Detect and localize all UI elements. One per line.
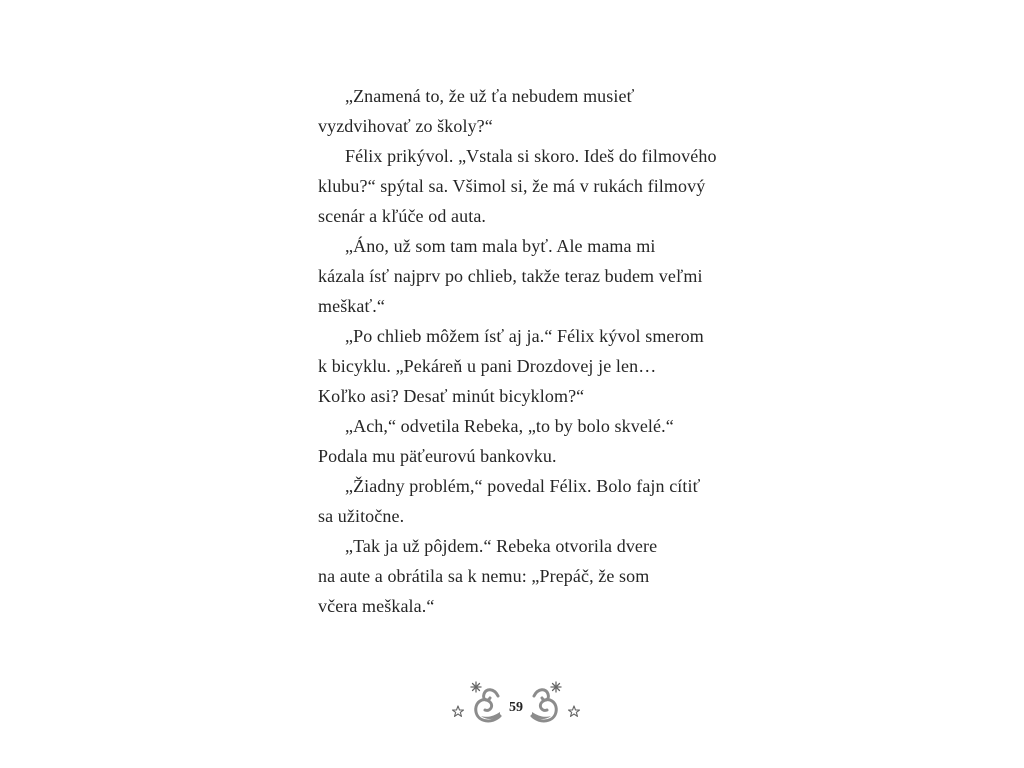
text-line: „Znamená to, že už ťa nebudem musieť xyxy=(345,86,635,106)
text-line: klubu?“ spýtal sa. Všimol si, že má v rukách filmový xyxy=(318,176,706,196)
text-line: scenár a kľúče od auta. xyxy=(318,206,487,226)
text-line: „Tak ja už pôjdem.“ Rebeka otvorila dvere xyxy=(345,536,658,556)
text-line: včera meškala.“ xyxy=(318,596,435,616)
text-line: „Žiadny problém,“ povedal Félix. Bolo fajn cítiť xyxy=(345,476,701,496)
text-line: „Ach,“ odvetila Rebeka, „to by bolo skvelé.“ xyxy=(345,416,674,436)
text-line: „Po chlieb môžem ísť aj ja.“ Félix kývol smerom xyxy=(345,326,704,346)
page-folio xyxy=(448,676,584,732)
text-line: sa užitočne. xyxy=(318,506,405,526)
text-line: kázala ísť najprv po chlieb, takže teraz budem veľmi xyxy=(318,266,703,286)
text-line: meškať.“ xyxy=(318,296,385,316)
text-line: Félix prikývol. „Vstala si skoro. Ideš do filmového xyxy=(345,146,717,166)
text-line: k bicyklu. „Pekáreň u pani Drozdovej je len… xyxy=(318,356,657,376)
text-line: Koľko asi? Desať minút bicyklom?“ xyxy=(318,386,585,406)
text-line: na aute a obrátila sa k nemu: „Prepáč, že som xyxy=(318,566,650,586)
text-line: vyzdvihovať zo školy?“ xyxy=(318,116,493,136)
text-line: „Áno, už som tam mala byť. Ale mama mi xyxy=(345,236,656,256)
text-line: Podala mu päťeurovú bankovku. xyxy=(318,446,557,466)
page-number: 59 xyxy=(509,700,523,715)
